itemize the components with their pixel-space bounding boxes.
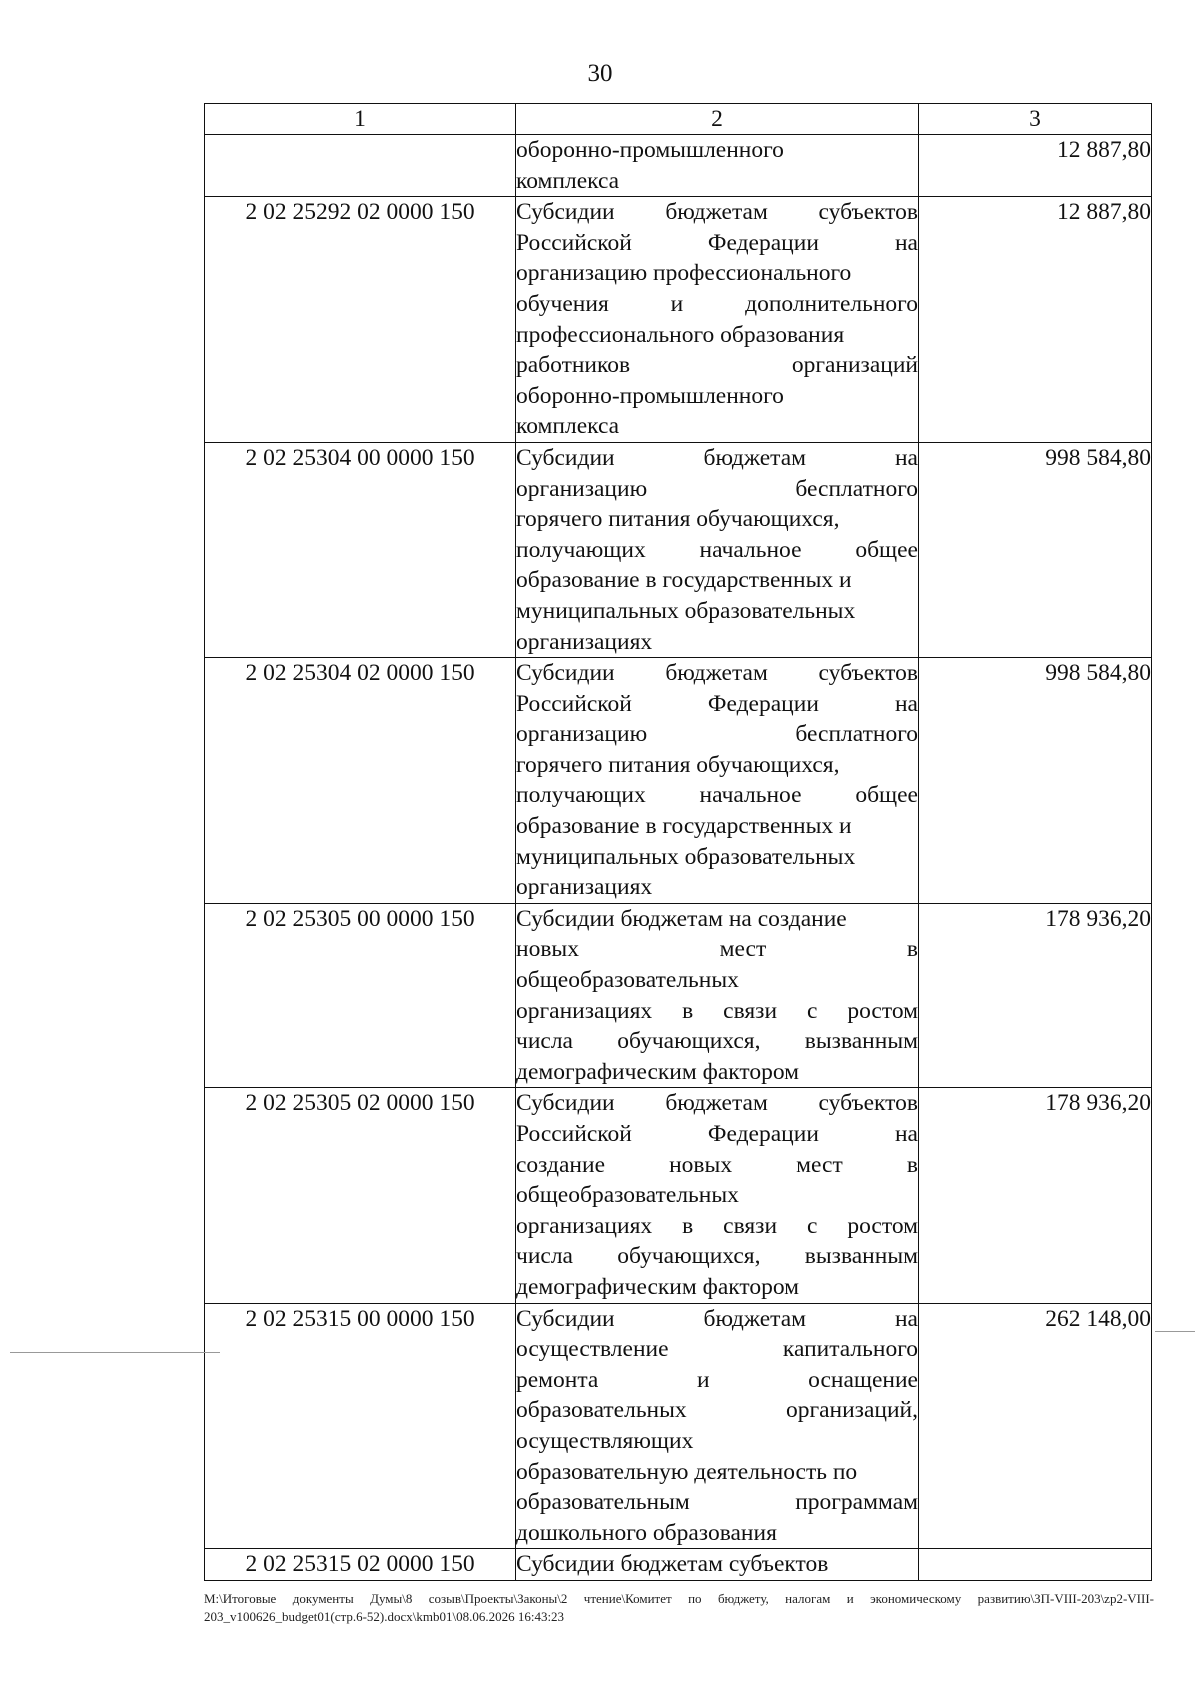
name-line xyxy=(516,996,918,1027)
name-word: Российской xyxy=(516,1121,632,1147)
income-code-cell: 2 02 25315 00 0000 150 xyxy=(205,1303,516,1549)
name-line xyxy=(516,872,918,903)
amount-cell: 178 936,20 xyxy=(919,1088,1152,1303)
name-word: получающих xyxy=(516,536,646,563)
name-line xyxy=(516,1272,918,1303)
table-row xyxy=(205,197,1152,443)
name-word: с xyxy=(806,997,818,1024)
name-word: комплекса xyxy=(516,167,620,194)
name-word: программам xyxy=(795,1489,918,1516)
name-word: на xyxy=(894,444,918,471)
name-line xyxy=(516,474,918,505)
name-line xyxy=(516,228,918,259)
name-word: в xyxy=(906,1151,918,1178)
name-word: мест xyxy=(719,936,767,963)
name-word: вызванным xyxy=(804,1028,918,1055)
name-word: в xyxy=(682,1212,694,1239)
table-row xyxy=(205,442,1152,657)
name-word: ростом xyxy=(847,1212,918,1239)
name-word: бесплатного xyxy=(795,475,918,502)
name-word: и xyxy=(696,1366,710,1393)
scan-artifact-line xyxy=(1155,1331,1195,1332)
name-word: новых xyxy=(669,1151,733,1178)
amount-cell: 262 148,00 xyxy=(919,1303,1152,1549)
name-line xyxy=(516,1241,918,1272)
name-word: Федерации xyxy=(707,229,819,256)
name-word: на xyxy=(894,690,918,717)
name-line xyxy=(516,904,918,935)
name-word: ремонта xyxy=(516,1366,599,1393)
name-word: бюджетам xyxy=(665,660,768,687)
name-line xyxy=(516,719,918,750)
name-line xyxy=(516,1304,918,1335)
name-word: субъектов xyxy=(818,660,918,687)
name-word: образование в государственных и xyxy=(516,813,852,840)
amount-cell: 12 887,80 xyxy=(919,135,1152,197)
name-word: организаций, xyxy=(785,1397,918,1424)
name-word: организацию xyxy=(516,475,648,502)
name-word: муниципальных образовательных xyxy=(516,843,856,870)
name-word: начальное xyxy=(699,536,802,563)
column-header-1: 1 xyxy=(205,104,516,135)
name-line xyxy=(516,350,918,381)
name-line xyxy=(516,289,918,320)
income-name-cell xyxy=(516,442,919,657)
income-name-cell xyxy=(516,1303,919,1549)
name-line xyxy=(516,443,918,474)
column-header-3: 3 xyxy=(919,104,1152,135)
name-word: обучающихся, xyxy=(617,1028,761,1055)
name-word: демографическим фактором xyxy=(516,1273,800,1300)
name-word: образовательную деятельность по xyxy=(516,1458,858,1485)
name-word: общеобразовательных xyxy=(516,1182,739,1209)
name-word: числа xyxy=(516,1243,573,1270)
table-row xyxy=(205,135,1152,197)
name-word: организациях xyxy=(516,628,653,655)
table-header xyxy=(205,104,1152,135)
name-line xyxy=(516,411,918,442)
name-word: демографическим фактором xyxy=(516,1058,800,1085)
name-line xyxy=(516,381,918,412)
name-word: оборонно-промышленного xyxy=(516,137,784,163)
name-line xyxy=(516,1487,918,1518)
name-word: организаций xyxy=(791,352,918,379)
name-word: бюджетам xyxy=(703,444,807,471)
table-row xyxy=(205,1088,1152,1303)
income-name-cell xyxy=(516,658,919,904)
name-word: Субсидии xyxy=(516,1090,615,1117)
name-word: капитального xyxy=(782,1336,918,1363)
name-word: муниципальных образовательных xyxy=(516,597,856,624)
name-word: профессионального образования xyxy=(516,321,845,348)
name-word: связи xyxy=(723,997,778,1024)
name-word: организациях xyxy=(516,874,653,901)
name-line xyxy=(516,1334,918,1365)
name-word: обучения xyxy=(516,290,609,317)
name-word: образовательным xyxy=(516,1489,690,1516)
name-word: бюджетам xyxy=(665,199,768,226)
income-name-cell xyxy=(516,1088,919,1303)
budget-table xyxy=(204,103,1152,1581)
name-line xyxy=(516,965,918,996)
name-line xyxy=(516,689,918,720)
name-word: мест xyxy=(796,1151,843,1178)
amount-cell: 178 936,20 xyxy=(919,903,1152,1088)
name-word: организациях xyxy=(516,997,653,1024)
page-number: 30 xyxy=(587,60,613,87)
name-line xyxy=(516,1150,918,1181)
name-word: оборонно-промышленного xyxy=(516,382,784,409)
name-word: Субсидии xyxy=(516,199,615,226)
name-word: связи xyxy=(723,1212,778,1239)
income-code-cell: 2 02 25305 00 0000 150 xyxy=(205,903,516,1088)
name-word: осуществляющих xyxy=(516,1427,694,1454)
name-line xyxy=(516,166,918,197)
name-word: бесплатного xyxy=(795,721,918,748)
name-line xyxy=(516,565,918,596)
name-word: ростом xyxy=(847,997,918,1024)
name-word: комплекса xyxy=(516,413,620,440)
name-word: Субсидии xyxy=(516,1305,615,1332)
income-name-cell xyxy=(516,1549,919,1581)
table-row xyxy=(205,1549,1152,1581)
name-word: начальное xyxy=(699,782,802,809)
income-name-cell xyxy=(516,197,919,443)
name-word: субъектов xyxy=(818,1090,918,1117)
name-word: на xyxy=(894,229,918,256)
name-line xyxy=(516,934,918,965)
name-line xyxy=(516,658,918,689)
name-line xyxy=(516,1395,918,1426)
name-word: Субсидии xyxy=(516,1551,615,1578)
name-word: Федерации xyxy=(707,1121,819,1147)
income-code-cell: 2 02 25305 02 0000 150 xyxy=(205,1088,516,1303)
table-row xyxy=(205,658,1152,904)
name-word: вызванным xyxy=(804,1243,918,1270)
name-line xyxy=(516,1180,918,1211)
name-word: Российской xyxy=(516,229,632,256)
name-word: дополнительного xyxy=(745,290,918,317)
file-path-footer: M:\Итоговые документы Думы\8 созыв\Проекты\Законы\2 чтение\Комитет по бюджету, налогам и экономическому развитию\ЗП-VIII-203\zp2-VIII-203_v100626_budget01(стр.6-52).docx\kmb01\08.06.2026 16:43:23 xyxy=(204,1591,1154,1624)
name-word: создание xyxy=(516,1151,606,1178)
name-word: общеобразовательных xyxy=(516,967,739,994)
name-line xyxy=(516,1365,918,1396)
name-word: на xyxy=(894,1305,918,1332)
name-line xyxy=(516,842,918,873)
name-word: осуществление xyxy=(516,1336,669,1363)
name-word: организацию xyxy=(516,721,648,748)
name-word: получающих xyxy=(516,782,646,809)
income-name-cell xyxy=(516,135,919,197)
name-word: бюджетам xyxy=(665,1090,768,1117)
name-line xyxy=(516,1088,918,1119)
name-line xyxy=(516,1426,918,1457)
name-word: работников xyxy=(516,352,631,379)
amount-cell: 12 887,80 xyxy=(919,197,1152,443)
name-line xyxy=(516,1057,918,1088)
name-word: Российской xyxy=(516,690,632,717)
table-body xyxy=(205,135,1152,1581)
name-word: образование в государственных и xyxy=(516,567,852,594)
income-code-cell xyxy=(205,135,516,197)
name-line xyxy=(516,1457,918,1488)
name-word: образовательных xyxy=(516,1397,687,1424)
name-line xyxy=(516,197,918,228)
table-row xyxy=(205,1303,1152,1549)
income-code-cell: 2 02 25304 00 0000 150 xyxy=(205,442,516,657)
name-line xyxy=(516,596,918,627)
name-word: организацию профессионального xyxy=(516,260,852,287)
name-line xyxy=(516,1211,918,1242)
name-word: дошкольного образования xyxy=(516,1519,777,1546)
name-line xyxy=(516,780,918,811)
name-word: Субсидии бюджетам на создание xyxy=(516,905,847,932)
name-word: горячего питания обучающихся, xyxy=(516,751,840,778)
name-line xyxy=(516,1549,918,1580)
name-word: бюджетам xyxy=(620,1551,723,1578)
name-word: субъектов xyxy=(728,1551,829,1578)
name-line xyxy=(516,504,918,535)
name-line xyxy=(516,258,918,289)
name-word: и xyxy=(670,290,684,317)
name-word: субъектов xyxy=(818,199,918,226)
income-name-cell xyxy=(516,903,919,1088)
name-word: бюджетам xyxy=(703,1305,807,1332)
amount-cell: 998 584,80 xyxy=(919,658,1152,904)
name-word: в xyxy=(906,936,918,963)
name-word: Субсидии xyxy=(516,660,615,687)
name-line xyxy=(516,135,918,166)
name-line xyxy=(516,1026,918,1057)
name-line xyxy=(516,320,918,351)
name-word: оснащение xyxy=(808,1366,918,1393)
name-word: Федерации xyxy=(707,690,819,717)
name-word: общее xyxy=(855,536,918,563)
name-line xyxy=(516,750,918,781)
scan-artifact-line xyxy=(10,1352,220,1353)
name-word: обучающихся, xyxy=(617,1243,761,1270)
column-header-2: 2 xyxy=(516,104,919,135)
name-line xyxy=(516,535,918,566)
name-line xyxy=(516,811,918,842)
income-code-cell: 2 02 25315 02 0000 150 xyxy=(205,1549,516,1581)
amount-cell xyxy=(919,1549,1152,1581)
income-code-cell: 2 02 25304 02 0000 150 xyxy=(205,658,516,904)
name-word: общее xyxy=(855,782,918,809)
name-word: организациях xyxy=(516,1212,653,1239)
name-word: новых xyxy=(516,936,579,963)
name-line xyxy=(516,1518,918,1549)
name-word: горячего питания обучающихся, xyxy=(516,506,840,533)
table-row xyxy=(205,903,1152,1088)
name-word: числа xyxy=(516,1028,573,1055)
name-word: на xyxy=(894,1121,918,1147)
name-word: с xyxy=(806,1212,818,1239)
amount-cell: 998 584,80 xyxy=(919,442,1152,657)
name-word: Субсидии xyxy=(516,444,615,471)
name-word: в xyxy=(682,997,694,1024)
name-line xyxy=(516,1119,918,1150)
income-code-cell: 2 02 25292 02 0000 150 xyxy=(205,197,516,443)
name-line xyxy=(516,627,918,658)
